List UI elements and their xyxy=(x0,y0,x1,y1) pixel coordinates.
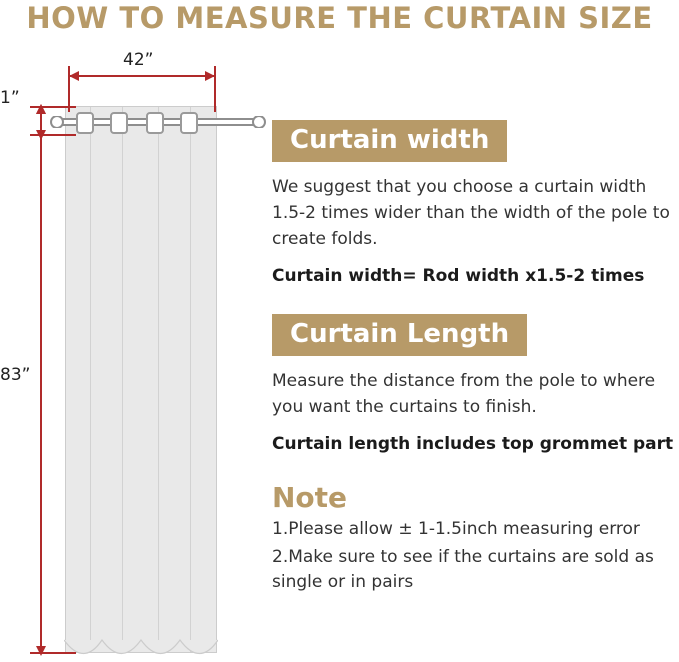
curtain-diagram xyxy=(0,44,280,661)
curtain-width-paragraph: We suggest that you choose a curtain width 1.5-2 times wider than the width of the pole to create folds. xyxy=(272,177,670,249)
section-curtain-width xyxy=(272,120,679,288)
grommet xyxy=(110,112,128,134)
grommet xyxy=(180,112,198,134)
height-label: 83” xyxy=(0,365,31,385)
note-heading: Note xyxy=(272,481,348,514)
section-curtain-length xyxy=(272,314,679,456)
page-title: HOW TO MEASURE THE CURTAIN SIZE xyxy=(26,1,653,35)
curtain-width-heading: Curtain width xyxy=(272,120,507,162)
grommet xyxy=(76,112,94,134)
instructions-column xyxy=(272,120,679,595)
grommet-label: 1” xyxy=(0,88,20,108)
width-label: 42” xyxy=(123,50,154,70)
height-guide-bottom xyxy=(30,652,76,654)
curtain-hem xyxy=(64,638,218,662)
curtain-length-formula: Curtain length includes top grommet part xyxy=(272,434,674,454)
curtain-width-formula: Curtain width= Rod width x1.5-2 times xyxy=(272,266,645,286)
section-note xyxy=(272,482,679,595)
height-arrowheads xyxy=(33,102,49,658)
width-arrowheads xyxy=(62,68,222,84)
curtain-length-heading: Curtain Length xyxy=(272,314,527,356)
curtain-length-paragraph: Measure the distance from the pole to where you want the curtains to finish. xyxy=(272,371,656,417)
curtain-panel xyxy=(65,106,217,653)
note-line-2: 2.Make sure to see if the curtains are sold as single or in pairs xyxy=(272,547,654,592)
grommet xyxy=(146,112,164,134)
note-line-1: 1.Please allow ± 1-1.5inch measuring error xyxy=(272,519,640,539)
